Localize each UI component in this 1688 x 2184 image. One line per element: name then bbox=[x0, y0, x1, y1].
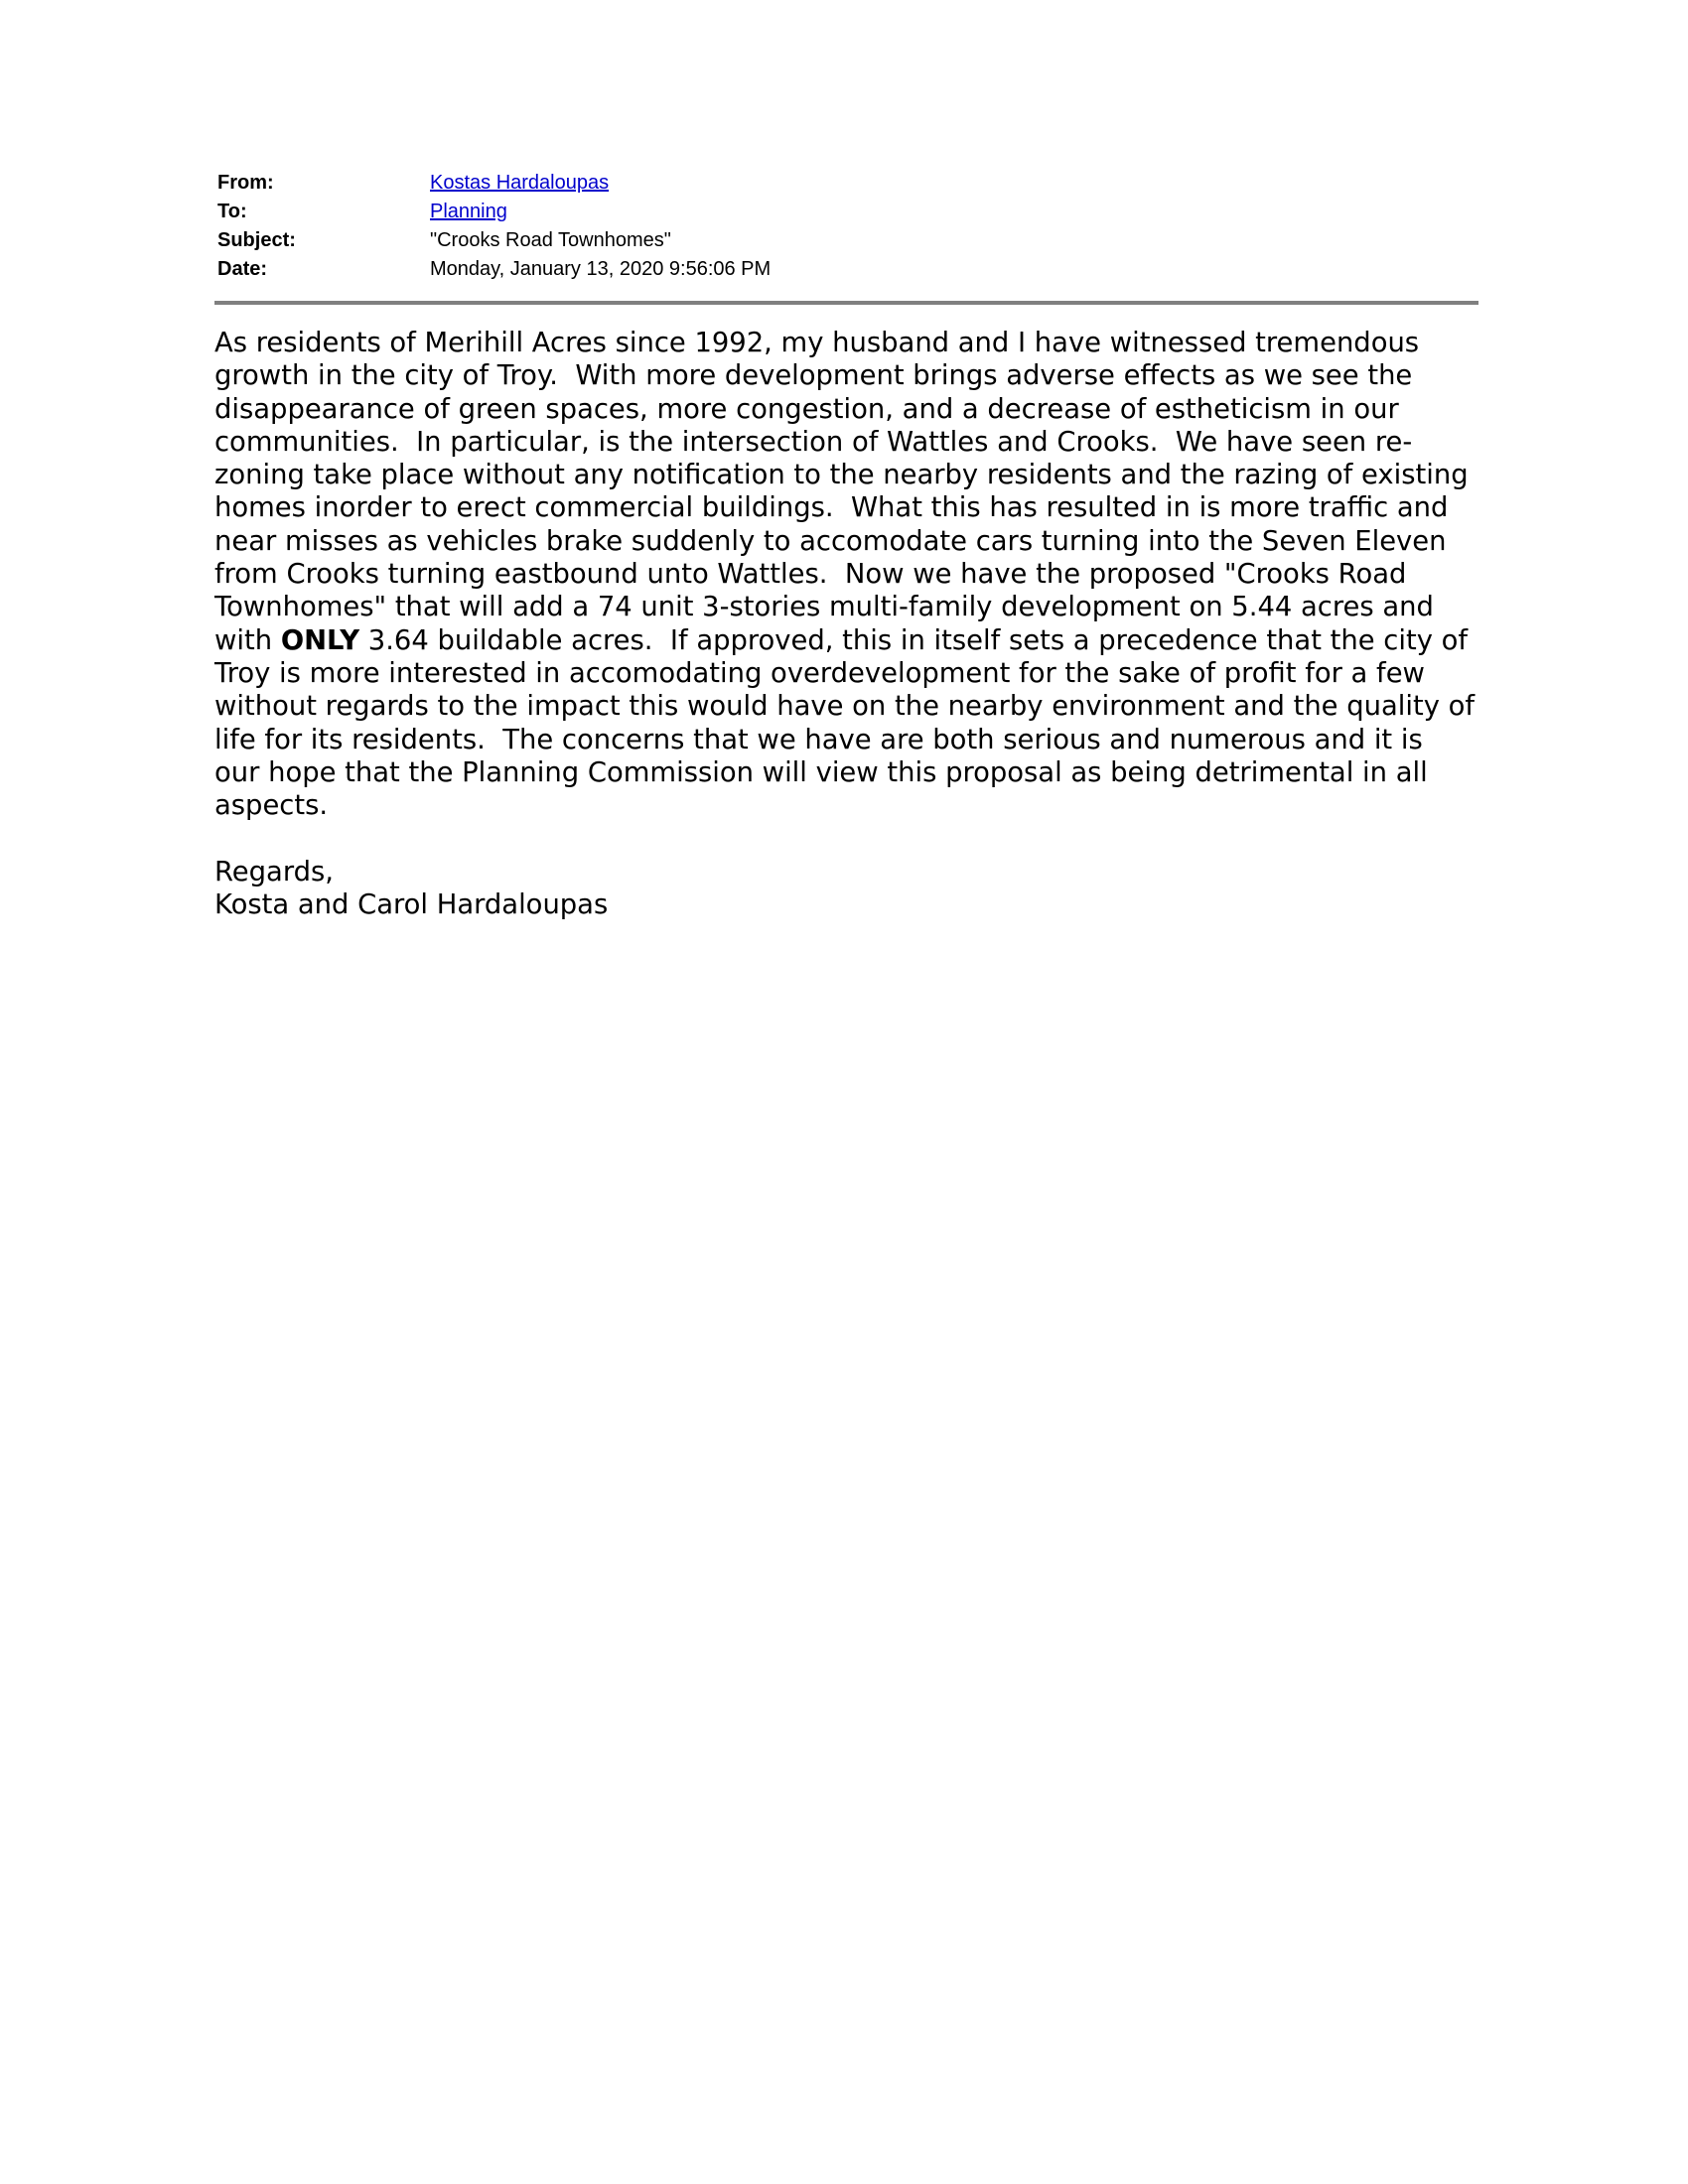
email-closing bbox=[214, 856, 608, 922]
emphasis-only: ONLY bbox=[280, 624, 360, 656]
to-label: To: bbox=[217, 201, 247, 222]
body-line: communities. In particular, is the intersection of Wattles and Crooks. We have seen re- bbox=[214, 426, 1413, 458]
body-line: zoning take place without any notification to the nearby residents and the razing of existing bbox=[214, 460, 1469, 491]
body-line: life for its residents. The concerns that we have are both serious and numerous and it is bbox=[214, 724, 1423, 755]
from-row bbox=[217, 169, 1469, 198]
to-row bbox=[217, 198, 1469, 226]
email-header bbox=[217, 169, 1469, 284]
body-line-emphasis bbox=[214, 624, 1495, 657]
body-line: from Crooks turning eastbound unto Wattles. Now we have the proposed "Crooks Road bbox=[214, 559, 1407, 591]
body-line: homes inorder to erect commercial buildings. What this has resulted in is more traffic and bbox=[214, 492, 1449, 524]
sender-link[interactable]: Kostas Hardaloupas bbox=[430, 172, 610, 194]
from-value bbox=[430, 172, 609, 195]
email-body bbox=[214, 327, 1495, 822]
date-row bbox=[217, 255, 1469, 284]
salutation: Regards, bbox=[214, 857, 334, 887]
to-value bbox=[430, 201, 507, 223]
body-line: Townhomes" that will add a 74 unit 3-stories multi-family development on 5.44 acres and bbox=[214, 592, 1434, 623]
signature: Kosta and Carol Hardaloupas bbox=[214, 889, 609, 921]
header-divider bbox=[214, 301, 1478, 305]
subject-row bbox=[217, 226, 1469, 255]
body-line: growth in the city of Troy. With more development brings adverse effects as we see the bbox=[214, 360, 1413, 392]
body-line: our hope that the Planning Commission will view this proposal as being detrimental in all bbox=[214, 756, 1428, 788]
body-text-segment: with bbox=[214, 624, 281, 656]
body-line: As residents of Merihill Acres since 1992, my husband and I have witnessed tremendous bbox=[214, 328, 1420, 358]
body-text-segment: 3.64 buildable acres. If approved, this in itself sets a precedence that the city of bbox=[359, 624, 1469, 656]
body-line: Troy is more interested in accomodating overdevelopment for the sake of profit for a few bbox=[214, 657, 1425, 689]
from-label: From: bbox=[217, 172, 274, 194]
body-line: without regards to the impact this would have on the nearby environment and the quality of bbox=[214, 691, 1476, 723]
date-label: Date: bbox=[217, 258, 268, 280]
recipient-link[interactable]: Planning bbox=[430, 201, 507, 222]
subject-label: Subject: bbox=[217, 229, 296, 251]
body-line: disappearance of green spaces, more congestion, and a decrease of estheticism in our bbox=[214, 393, 1399, 425]
subject-value: "Crooks Road Townhomes" bbox=[430, 229, 671, 251]
body-line: aspects. bbox=[214, 790, 329, 822]
date-value: Monday, January 13, 2020 9:56:06 PM bbox=[430, 258, 772, 280]
body-line: near misses as vehicles brake suddenly to accomodate cars turning into the Seven Eleven bbox=[214, 525, 1447, 557]
